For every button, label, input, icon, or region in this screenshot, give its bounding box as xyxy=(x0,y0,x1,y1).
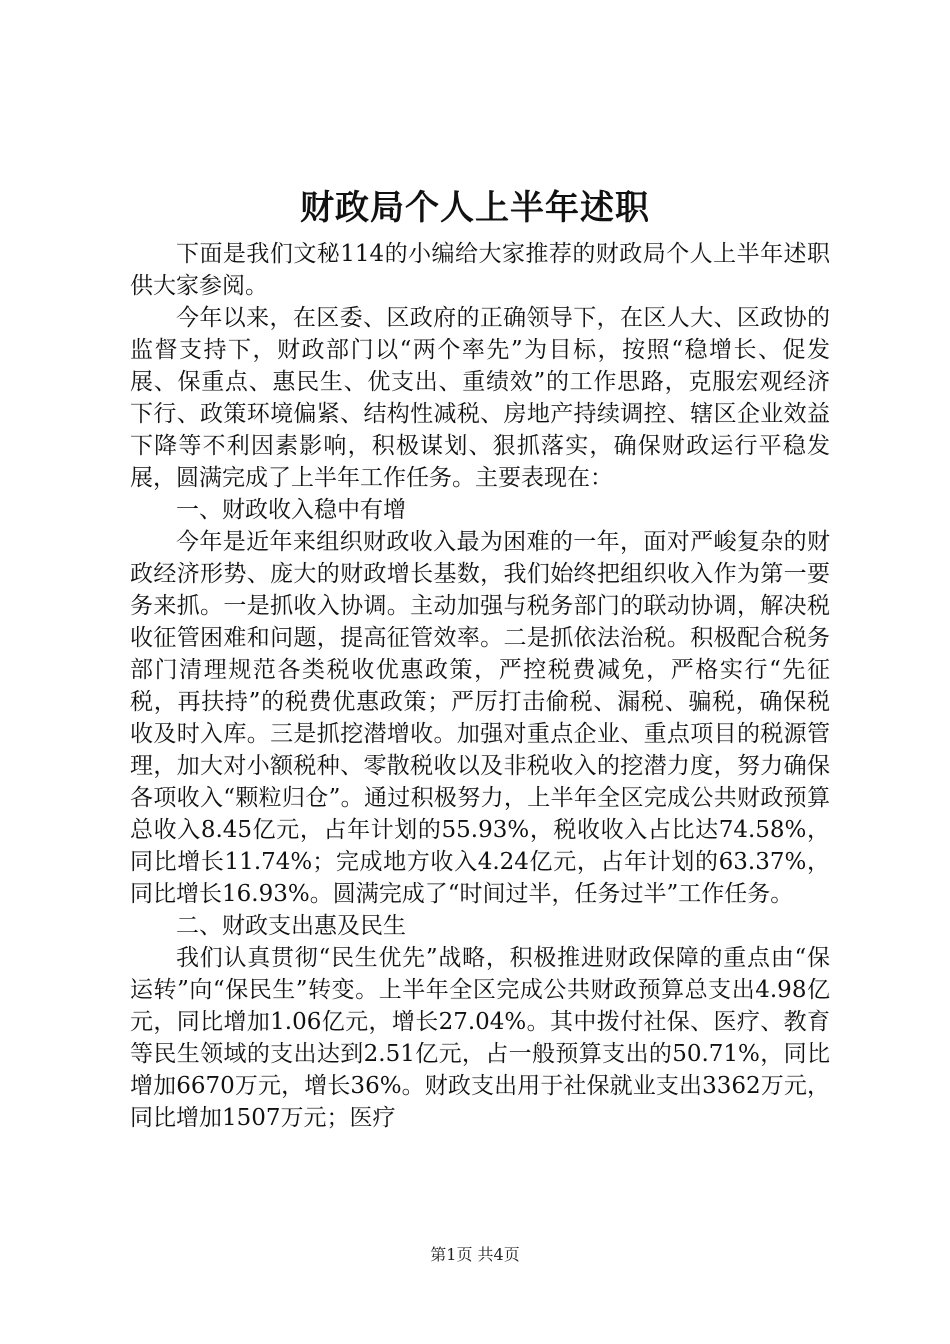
document-body xyxy=(130,238,830,1134)
paragraph-intro: 下面是我们文秘114的小编给大家推荐的财政局个人上半年述职供大家参阅。 xyxy=(130,241,830,299)
paragraph-revenue: 今年是近年来组织财政收入最为困难的一年，面对严峻复杂的财政经济形势、庞大的财政增长基数，我们始终把组织收入作为第一要务来抓。一是抓收入协调。主动加强与税务部门的联动协调，解决税收征管困难和问题，提高征管效率。二是抓依法治税。积极配合税务部门清理规范各类税收优惠政策，严控税费减免，严格实行“先征税，再扶持”的税费优惠政策；严厉打击偷税、漏税、骗税，确保税收及时入库。三是抓挖潜增收。加强对重点企业、重点项目的税源管理，加大对小额税种、零散税收以及非税收入的挖潜力度，努力确保各项收入“颗粒归仓”。通过积极努力，上半年全区完成公共财政预算总收入8.45亿元，占年计划的55.93%，税收收入占比达74.58%，同比增长11.74%；完成地方收入4.24亿元，占年计划的63.37%，同比增长16.93%。圆满完成了“时间过半，任务过半”工作任务。 xyxy=(130,529,830,907)
paragraph-expenditure: 我们认真贯彻“民生优先”战略，积极推进财政保障的重点由“保运转”向“保民生”转变。上半年全区完成公共财政预算总支出4.98亿元，同比增加1.06亿元，增长27.04%。其中拨付社保、医疗、教育等民生领域的支出达到2.51亿元，占一般预算支出的50.71%，同比增加6670万元，增长36%。财政支出用于社保就业支出3362万元，同比增加1507万元；医疗 xyxy=(130,945,830,1131)
paragraph-overview: 今年以来，在区委、区政府的正确领导下，在区人大、区政协的监督支持下，财政部门以“两个率先”为目标，按照“稳增长、促发展、保重点、惠民生、优支出、重绩效”的工作思路，克服宏观经济下行、政策环境偏紧、结构性减税、房地产持续调控、辖区企业效益下降等不利因素影响，积极谋划、狠抓落实，确保财政运行平稳发展，圆满完成了上半年工作任务。主要表现在： xyxy=(130,305,830,491)
page-footer: 第1页 共4页 xyxy=(430,1245,520,1264)
section-heading-revenue: 一、财政收入稳中有增 xyxy=(176,497,406,523)
section-heading-expenditure: 二、财政支出惠及民生 xyxy=(176,913,406,939)
document-title: 财政局个人上半年述职 xyxy=(300,188,650,228)
